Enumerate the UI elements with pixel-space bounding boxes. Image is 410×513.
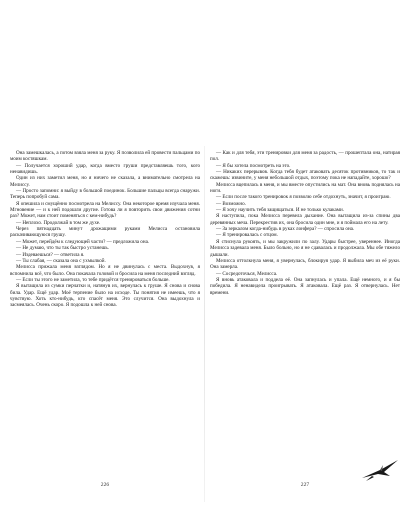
paragraph: — Сосредоточься, Мелисса. xyxy=(216,270,278,277)
paragraph: Я вытащила из сумки перчатки и, натянув их, вернулась к груше. Я снова и снова била. Удар. Ещё удар. Моё терпение было на исходе. Ты понятия не имеешь, что я чувствую. Хоть кто-нибудь, кто спасёт меня. Это случится. Она выдохнула и засмеялась. Очень скоро. Я подошла к ней снова. xyxy=(10,283,200,309)
paragraph: — Просто запомни: я выйду в большой поединок. Большие пальцы всегда снаружи. Теперь попробуй сама. xyxy=(10,188,200,201)
paragraph: — За зеркалом когда-нибудь в руках лонфера? — спросила она. xyxy=(216,226,355,233)
paragraph: — Если после такого тренировок я позволю себе отдохнуть, значит, я проиграю. xyxy=(216,194,391,201)
paragraph: — Получается хороший удар, когда вместо груши представляешь того, кого ненавидишь. xyxy=(10,162,200,176)
paragraph: Мелисса прижала меня взглядом. Но я не двинулась с места. Выдохнув, я вспомнила всё, что было. Она покачала головой и бросила на меня последний взгляд. xyxy=(10,264,200,277)
paragraph: — Никаких перерывов. Когда тебя будет атаковать десяток противников, то так и скажешь: извините, у меня небольшой отдых, поэтому пока не нападайте, хорошо? xyxy=(210,169,400,182)
paragraph: — Если ты этого не заметила, то тебе придётся тренироваться больше. xyxy=(16,276,170,283)
paragraph: Я наступила, пока Мелисса перевела дыхание. Она вытащила из-за спины два деревянных меча. Перекрестив их, она бросила один мне, и я поймала его на лету. xyxy=(210,213,400,226)
paragraph: Я опешила и смущённо посмотрела на Мелиссу. Она некоторое время изучала меня. Мгновение — и к ней подошли другие. Готова ли я повторить свои движения сотни раз? Может, нам стоит поменяться с кем-нибудь? xyxy=(10,200,200,220)
paragraph: — Как и для тебя, эти тренировки для меня за радость, — прошептала она, натирая пол. xyxy=(210,150,400,163)
paragraph: Через пятнадцать минут дрожащими руками Мелисса остановила раскачивающуюся грушу. xyxy=(10,226,200,239)
paragraph: — Возможно. xyxy=(216,200,246,207)
paragraph: Я вновь атаковала и поддела её. Она запнулась и упала. Ещё немного, и я бы победила. Я ненавидела проигрывать. Я атаковала. Ещё раз. Я отвернулась. Нет времени. xyxy=(210,276,400,296)
paragraph: Она замешкалась, а потом взяла меня за руку. Я позволила ей провести пальцами по моим костяшкам. xyxy=(10,150,200,163)
right-page xyxy=(210,150,400,498)
left-page-number: 226 xyxy=(100,482,110,488)
paragraph: — Издеваешься? — ответила я. xyxy=(16,251,85,258)
paragraph: — Я бы хотела посмотреть на это. xyxy=(216,162,291,169)
paragraph: Один из них заметил меня, но я ничего не сказала, а внимательно смотрела на Мелиссу. xyxy=(10,175,200,188)
paragraph: — Не думаю, что ты так быстро устанешь. xyxy=(16,245,110,252)
left-page xyxy=(10,150,200,498)
right-page-number: 227 xyxy=(300,482,310,488)
paragraph: Мелисса оттолкнула меня, я увернулась, блокируя удар. Я выбила меч из её руки. Она замерла. xyxy=(210,257,400,271)
swallow-ornament-icon xyxy=(360,456,400,482)
paragraph: — Неплохо. Продолжай в том же духе. xyxy=(16,219,101,226)
paragraph: — Ты слабая, — сказала она с ухмылкой. xyxy=(16,257,106,264)
paragraph: — Я хочу научить тебя защищаться. И не только кулаками. xyxy=(216,207,344,214)
paragraph: Я стиснула рукоять, и мы закружили по залу. Удары быстрее, увереннее. Иногда Мелисса задевала меня. Было больно, но я не сдавалась и продолжала. Мы обе тяжело дышали. xyxy=(210,238,400,258)
left-page-text xyxy=(10,150,200,309)
paragraph: Мелисса вцепилась в меня, и мы вместе опустились на мат. Она вновь поднялась на ноги. xyxy=(210,181,400,195)
paragraph: — Я тренировалась с отцом. xyxy=(216,232,278,239)
right-page-text xyxy=(210,150,400,296)
paragraph: — Может, перейдём к следующей части? — предложила она. xyxy=(16,238,150,245)
page-spine xyxy=(204,146,205,502)
